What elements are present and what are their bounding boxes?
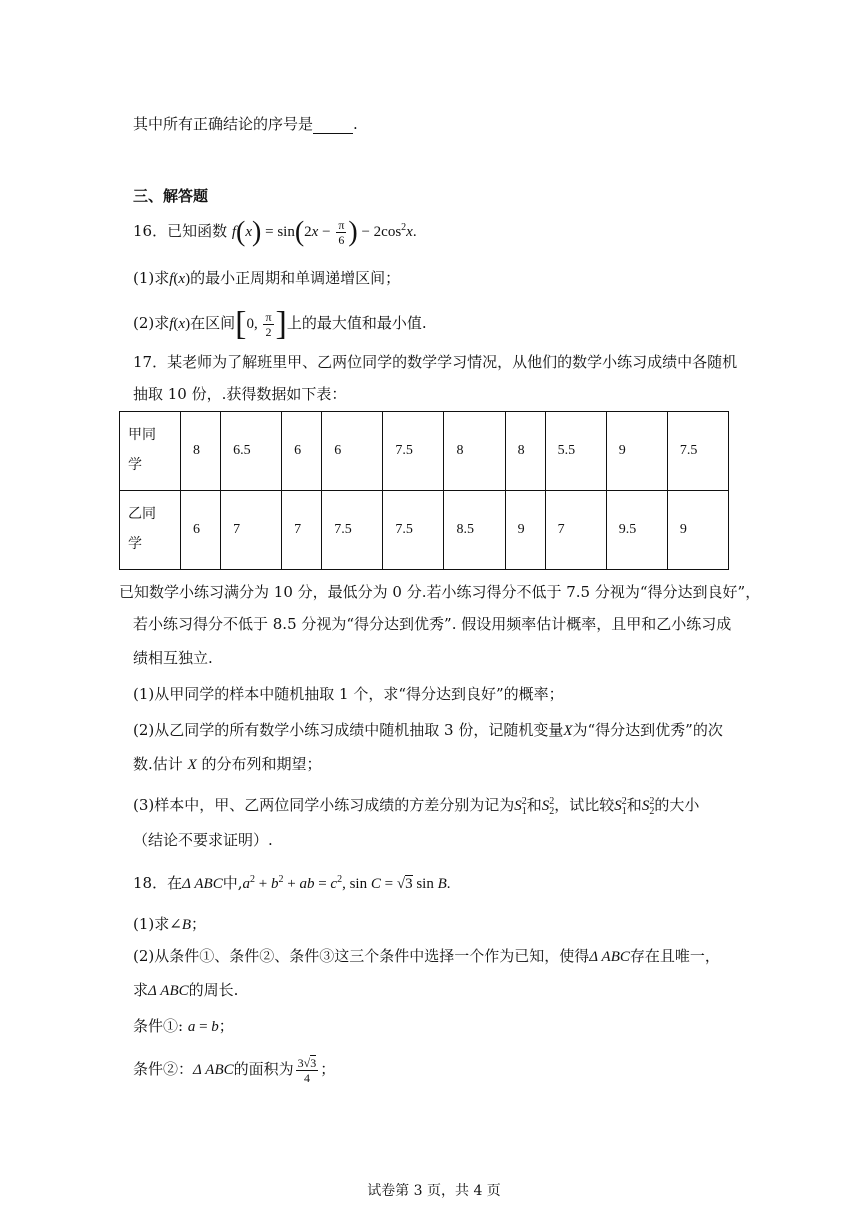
q18-p2a-pre: (2)从条件①、条件②、条件③这三个条件中选择一个作为已知，使得 bbox=[133, 947, 590, 965]
q17-p2a-pre: (2)从乙同学的所有数学小练习成绩中随机抽取 3 份，记随机变量 bbox=[133, 721, 564, 739]
q17-part3a bbox=[133, 792, 699, 822]
q18-condition1 bbox=[133, 1016, 234, 1037]
triangle-abc: Δ ABC bbox=[182, 876, 223, 892]
q17-part3b: （结论不要求证明）. bbox=[133, 831, 273, 849]
triangle-abc: Δ ABC bbox=[148, 983, 189, 999]
score-table bbox=[119, 411, 729, 570]
table-cell: 9 bbox=[505, 491, 545, 570]
q17-part2b bbox=[133, 754, 322, 775]
row-head-yi: 乙同 学 bbox=[120, 491, 181, 570]
table-cell: 9 bbox=[667, 491, 728, 570]
triangle-abc: Δ ABC bbox=[589, 949, 630, 965]
row-head-jia: 甲同 学 bbox=[120, 412, 181, 491]
q18-stem bbox=[133, 870, 451, 894]
q18-part2b bbox=[133, 980, 238, 1001]
condition2-mid: 的面积为 bbox=[233, 1059, 294, 1078]
condition2-end: ； bbox=[320, 1059, 336, 1078]
q16-interval: [0, $\frac{\pi}{2}$ ] bbox=[235, 305, 287, 343]
q16-part1 bbox=[133, 268, 400, 289]
q17-text2: 若小练习得分不低于 8.5 分视为“得分达到优秀”. 假设用频率估计概率，且甲和乙小练习成 bbox=[133, 615, 732, 633]
q17-p3a-and: 和 bbox=[526, 796, 542, 814]
table-cell: 7.5 bbox=[383, 491, 444, 570]
table-cell: 7.5 bbox=[383, 412, 444, 491]
table-cell: 7.5 bbox=[667, 412, 728, 491]
conclusion-line bbox=[133, 114, 358, 134]
table-cell: 8 bbox=[444, 412, 505, 491]
answer-blank bbox=[313, 119, 353, 134]
table-cell: 9 bbox=[606, 412, 667, 491]
q17-part2a bbox=[133, 720, 723, 741]
q18-part2a bbox=[133, 946, 720, 967]
q18-conditions-formula: $a^2 + b^2$ + ab = $c^2$, sin C = √3 sin B. bbox=[242, 874, 451, 892]
q16-p2-post: 上的最大值和最小值. bbox=[286, 313, 427, 332]
q17-p2b-post: 的分布列和期望； bbox=[201, 755, 322, 773]
table-cell: 7 bbox=[221, 491, 282, 570]
table-row bbox=[120, 491, 729, 570]
q17-p3a-mid: ，试比较 bbox=[554, 796, 615, 814]
table-cell: 5.5 bbox=[545, 412, 606, 491]
table-cell: 8 bbox=[505, 412, 545, 491]
q16-p1-pre: (1)求 bbox=[133, 269, 170, 287]
section-title: 三、解答题 bbox=[133, 187, 209, 205]
table-row bbox=[120, 412, 729, 491]
q18-condition2 bbox=[133, 1056, 335, 1085]
table-cell: 6.5 bbox=[221, 412, 282, 491]
q17-var-x: X bbox=[187, 757, 197, 773]
q16-function-formula: f(x) = sin(2x − $\frac{\pi}{6}$ ) − $2\cos^2x$. bbox=[231, 216, 417, 248]
condition1-label: 条件①: bbox=[133, 1017, 188, 1035]
q17-p3a-pre: (3)样本中，甲、乙两位同学小练习成绩的方差分别为记为 bbox=[133, 796, 515, 814]
q16-part2 bbox=[133, 305, 427, 343]
var-s2sq: $S_2^2$ bbox=[641, 796, 655, 817]
table-cell: 6 bbox=[181, 491, 221, 570]
q17-line2: 抽取 10 份，.获得数据如下表： bbox=[133, 385, 347, 403]
table-cell: 8 bbox=[181, 412, 221, 491]
table-cell: 6 bbox=[282, 412, 322, 491]
table-cell: 8.5 bbox=[444, 491, 505, 570]
table-cell: 7 bbox=[282, 491, 322, 570]
q17-part1: (1)从甲同学的样本中随机抽取 1 个，求“得分达到良好”的概率； bbox=[133, 685, 564, 703]
table-cell: 7.5 bbox=[322, 491, 383, 570]
q16-p2-fx: f(x) bbox=[169, 315, 191, 332]
q16-p2-mid: 在区间 bbox=[190, 313, 236, 332]
conclusion-end: . bbox=[353, 115, 358, 133]
q16-stem bbox=[133, 218, 417, 247]
q16-number: 16．已知函数 bbox=[133, 222, 228, 240]
table-cell: 9.5 bbox=[606, 491, 667, 570]
q18-mid: 中, bbox=[222, 874, 243, 892]
q17-text1: 已知数学小练习满分为 10 分，最低分为 0 分.若小练习得分不低于 7.5 分视为“得分达到良好”， bbox=[119, 583, 761, 601]
var-s2sq: $S_2^2$ bbox=[541, 796, 555, 817]
condition1-end: ； bbox=[218, 1017, 234, 1035]
q17-p3a-and2: 和 bbox=[626, 796, 642, 814]
triangle-abc: Δ ABC bbox=[193, 1061, 234, 1078]
q17-line1: 17．某老师为了解班里甲、乙两位同学的数学学习情况，从他们的数学小练习成绩中各随机 bbox=[133, 353, 738, 371]
q18-var-b: B bbox=[181, 917, 191, 933]
condition1-formula: a = b bbox=[187, 1019, 219, 1035]
q18-p2b-post: 的周长. bbox=[188, 981, 239, 999]
q18-p2a-post: 存在且唯一， bbox=[629, 947, 720, 965]
q17-p3a-post: 的大小 bbox=[654, 796, 700, 814]
q16-p2-pre: (2)求 bbox=[133, 313, 170, 332]
table-cell: 6 bbox=[322, 412, 383, 491]
q18-p1-end: ； bbox=[191, 915, 207, 933]
q17-var-x: X bbox=[563, 723, 573, 739]
table-cell: 7 bbox=[545, 491, 606, 570]
q18-pre: 18．在 bbox=[133, 874, 183, 892]
q18-p1-pre: (1)求∠ bbox=[133, 915, 182, 933]
q17-p2b-pre: 数.估计 bbox=[133, 755, 183, 773]
q18-part1 bbox=[133, 914, 206, 935]
conclusion-prompt: 其中所有正确结论的序号是 bbox=[133, 115, 314, 133]
q16-p1-fx: f(x) bbox=[169, 271, 191, 287]
q17-p2a-post: 为“得分达到优秀”的次 bbox=[572, 721, 723, 739]
q16-p1-post: 的最小正周期和单调递增区间； bbox=[190, 269, 401, 287]
var-s1sq: $S_1^2$ bbox=[514, 796, 527, 817]
page-footer: 试卷第 3 页，共 4 页 bbox=[367, 1183, 501, 1199]
var-s1sq: $S_1^2$ bbox=[614, 796, 627, 817]
q17-text3: 绩相互独立. bbox=[133, 649, 213, 667]
q18-p2b-pre: 求 bbox=[133, 981, 149, 999]
condition2-label: 条件②： bbox=[133, 1059, 194, 1078]
condition2-area-formula: $\frac{3√3}{4}$ bbox=[297, 1056, 317, 1085]
